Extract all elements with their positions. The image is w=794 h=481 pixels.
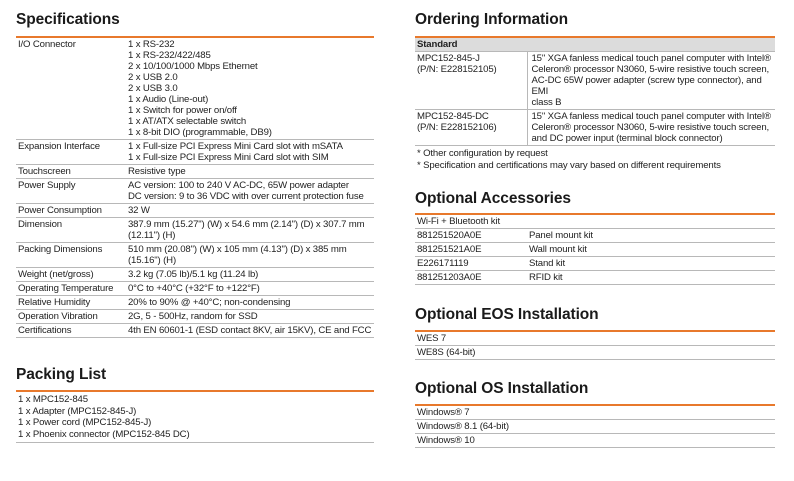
spec-value <box>126 324 374 338</box>
spec-row <box>16 204 374 218</box>
spec-value <box>126 179 374 204</box>
accessories-title: Optional Accessories <box>415 190 571 207</box>
os-item: Windows® 10 <box>415 434 775 448</box>
spec-value <box>126 218 374 243</box>
spec-value <box>126 282 374 296</box>
ordering-note: * Other configuration by request <box>417 148 548 159</box>
specifications-table <box>16 38 374 338</box>
spec-label: Dimension <box>16 218 126 243</box>
ordering-description <box>527 52 775 110</box>
os-item: Windows® 7 <box>415 406 775 420</box>
packing-list-title: Packing List <box>16 366 107 383</box>
spec-label: Touchscreen <box>16 165 126 179</box>
spec-value <box>126 165 374 179</box>
spec-row <box>16 324 374 338</box>
os-row <box>415 420 775 434</box>
cell-line: 510 mm (20.08") (W) x 105 mm (4.13") (D) x 385 mm (15.16") (H) <box>128 244 347 266</box>
cell-line: 1 x Full-size PCI Express Mini Card slot with SIM <box>128 152 329 163</box>
eos-title: Optional EOS Installation <box>415 306 599 323</box>
ordering-model <box>415 110 527 146</box>
cell-line: 2 x USB 3.0 <box>128 83 178 94</box>
cell-line: 15" XGA fanless medical touch panel computer with Intel® <box>531 53 771 64</box>
spec-row <box>16 296 374 310</box>
accessory-part-number: 881251520A0E <box>415 229 527 243</box>
cell-line: MPC152-845-DC <box>417 111 489 122</box>
cell-line: 3.2 kg (7.05 lb)/5.1 kg (11.24 lb) <box>128 269 259 280</box>
ordering-note: * Specification and certifications may vary based on different requirements <box>417 159 721 171</box>
spec-label: Packing Dimensions <box>16 243 126 268</box>
packing-item: 1 x Phoenix connector (MPC152-845 DC) <box>18 428 190 440</box>
accessory-name: Stand kit <box>527 257 775 271</box>
cell-line: 1 x Switch for power on/off <box>128 105 237 116</box>
cell-line: 1 x RS-232/422/485 <box>128 50 211 61</box>
eos-item: WES 7 <box>415 332 775 346</box>
cell-line: 387.9 mm (15.27") (W) x 54.6 mm (2.14") (D) x 307.7 mm <box>128 219 365 230</box>
cell-line: Celeron® processor N3060, 5-wire resistive touch screen, <box>531 122 770 133</box>
spec-row <box>16 218 374 243</box>
ordering-model <box>415 52 527 110</box>
cell-line: class B <box>531 97 562 108</box>
cell-line: 32 W <box>128 205 150 216</box>
ordering-row <box>415 52 775 110</box>
cell-line: (12.11") (H) <box>128 230 176 241</box>
spec-label: Power Supply <box>16 179 126 204</box>
spec-label: Operation Vibration <box>16 310 126 324</box>
spec-row <box>16 243 374 268</box>
cell-line: 15" XGA fanless medical touch panel computer with Intel® <box>531 111 771 122</box>
os-item: Windows® 8.1 (64-bit) <box>415 420 775 434</box>
spec-value <box>126 296 374 310</box>
cell-line: AC version: 100 to 240 V AC-DC, 65W power adapter <box>128 180 349 191</box>
os-table <box>415 406 775 448</box>
cell-line: 2 x USB 2.0 <box>128 72 178 83</box>
ordering-row <box>415 110 775 146</box>
accessory-name: Panel mount kit <box>527 229 775 243</box>
os-title: Optional OS Installation <box>415 380 589 397</box>
spec-row <box>16 165 374 179</box>
cell-line: and DC power input (terminal block connector) <box>531 133 723 144</box>
ordering-table <box>415 38 775 146</box>
accessory-row <box>415 229 775 243</box>
os-row <box>415 406 775 420</box>
spec-value <box>126 140 374 165</box>
spec-row <box>16 268 374 282</box>
spec-label: Certifications <box>16 324 126 338</box>
ordering-title: Ordering Information <box>415 11 569 28</box>
cell-line: Celeron® processor N3060, 5-wire resistive touch screen, <box>531 64 770 75</box>
ordering-notes <box>415 148 775 171</box>
left-column <box>16 0 374 443</box>
spec-row <box>16 282 374 296</box>
cell-line: 1 x 8-bit DIO (programmable, DB9) <box>128 127 272 138</box>
spec-value <box>126 243 374 268</box>
accessories-table <box>415 215 775 285</box>
eos-item: WE8S (64-bit) <box>415 346 775 360</box>
cell-line: AC-DC 65W power adapter (screw type connector), and EMI <box>531 75 762 97</box>
accessory-part-number: 881251521A0E <box>415 243 527 257</box>
cell-line: 20% to 90% @ +40°C; non-condensing <box>128 297 291 308</box>
spec-row <box>16 38 374 140</box>
packing-item: 1 x Power cord (MPC152-845-J) <box>18 417 152 428</box>
cell-line: 2G, 5 - 500Hz, random for SSD <box>128 311 258 322</box>
accessory-part-number: 881251203A0E <box>415 271 527 285</box>
cell-line: 2 x 10/100/1000 Mbps Ethernet <box>128 61 258 72</box>
ordering-description <box>527 110 775 146</box>
eos-row <box>415 332 775 346</box>
cell-line: 1 x Audio (Line-out) <box>128 94 209 105</box>
spec-row <box>16 179 374 204</box>
packing-list <box>16 392 374 443</box>
cell-line: 4th EN 60601-1 (ESD contact 8KV, air 15KV), CE and FCC <box>128 325 372 336</box>
spec-value <box>126 268 374 282</box>
spec-value <box>126 204 374 218</box>
cell-line: (P/N: E228152106) <box>417 122 497 133</box>
spec-label: Weight (net/gross) <box>16 268 126 282</box>
specifications-title: Specifications <box>16 11 120 28</box>
spec-row <box>16 140 374 165</box>
os-row <box>415 434 775 448</box>
accessory-row <box>415 257 775 271</box>
packing-item: 1 x MPC152-845 <box>18 394 88 405</box>
spec-label: Relative Humidity <box>16 296 126 310</box>
accessory-part-number: Wi-Fi + Bluetooth kit <box>415 215 775 229</box>
spec-row <box>16 310 374 324</box>
accessory-row <box>415 215 775 229</box>
cell-line: DC version: 9 to 36 VDC with over current protection fuse <box>128 191 364 202</box>
spec-value <box>126 310 374 324</box>
spec-value <box>126 38 374 140</box>
eos-row <box>415 346 775 360</box>
accessory-row <box>415 243 775 257</box>
right-column <box>415 0 775 448</box>
packing-item: 1 x Adapter (MPC152-845-J) <box>18 405 137 417</box>
spec-label: Power Consumption <box>16 204 126 218</box>
cell-line: MPC152-845-J <box>417 53 480 64</box>
cell-line: 1 x RS-232 <box>128 39 175 50</box>
cell-line: 1 x AT/ATX selectable switch <box>128 116 247 127</box>
cell-line: 0°C to +40°C (+32°F to +122°F) <box>128 283 260 294</box>
cell-line: 1 x Full-size PCI Express Mini Card slot with mSATA <box>128 141 343 152</box>
cell-line: (P/N: E228152105) <box>417 64 497 75</box>
spec-label: I/O Connector <box>16 38 126 140</box>
cell-line: Resistive type <box>128 166 186 177</box>
spec-label: Expansion Interface <box>16 140 126 165</box>
accessory-row <box>415 271 775 285</box>
accessory-name: Wall mount kit <box>527 243 775 257</box>
accessory-part-number: E226171119 <box>415 257 527 271</box>
accessory-name: RFID kit <box>527 271 775 285</box>
ordering-standard-header: Standard <box>415 38 775 52</box>
eos-table <box>415 332 775 360</box>
spec-label: Operating Temperature <box>16 282 126 296</box>
